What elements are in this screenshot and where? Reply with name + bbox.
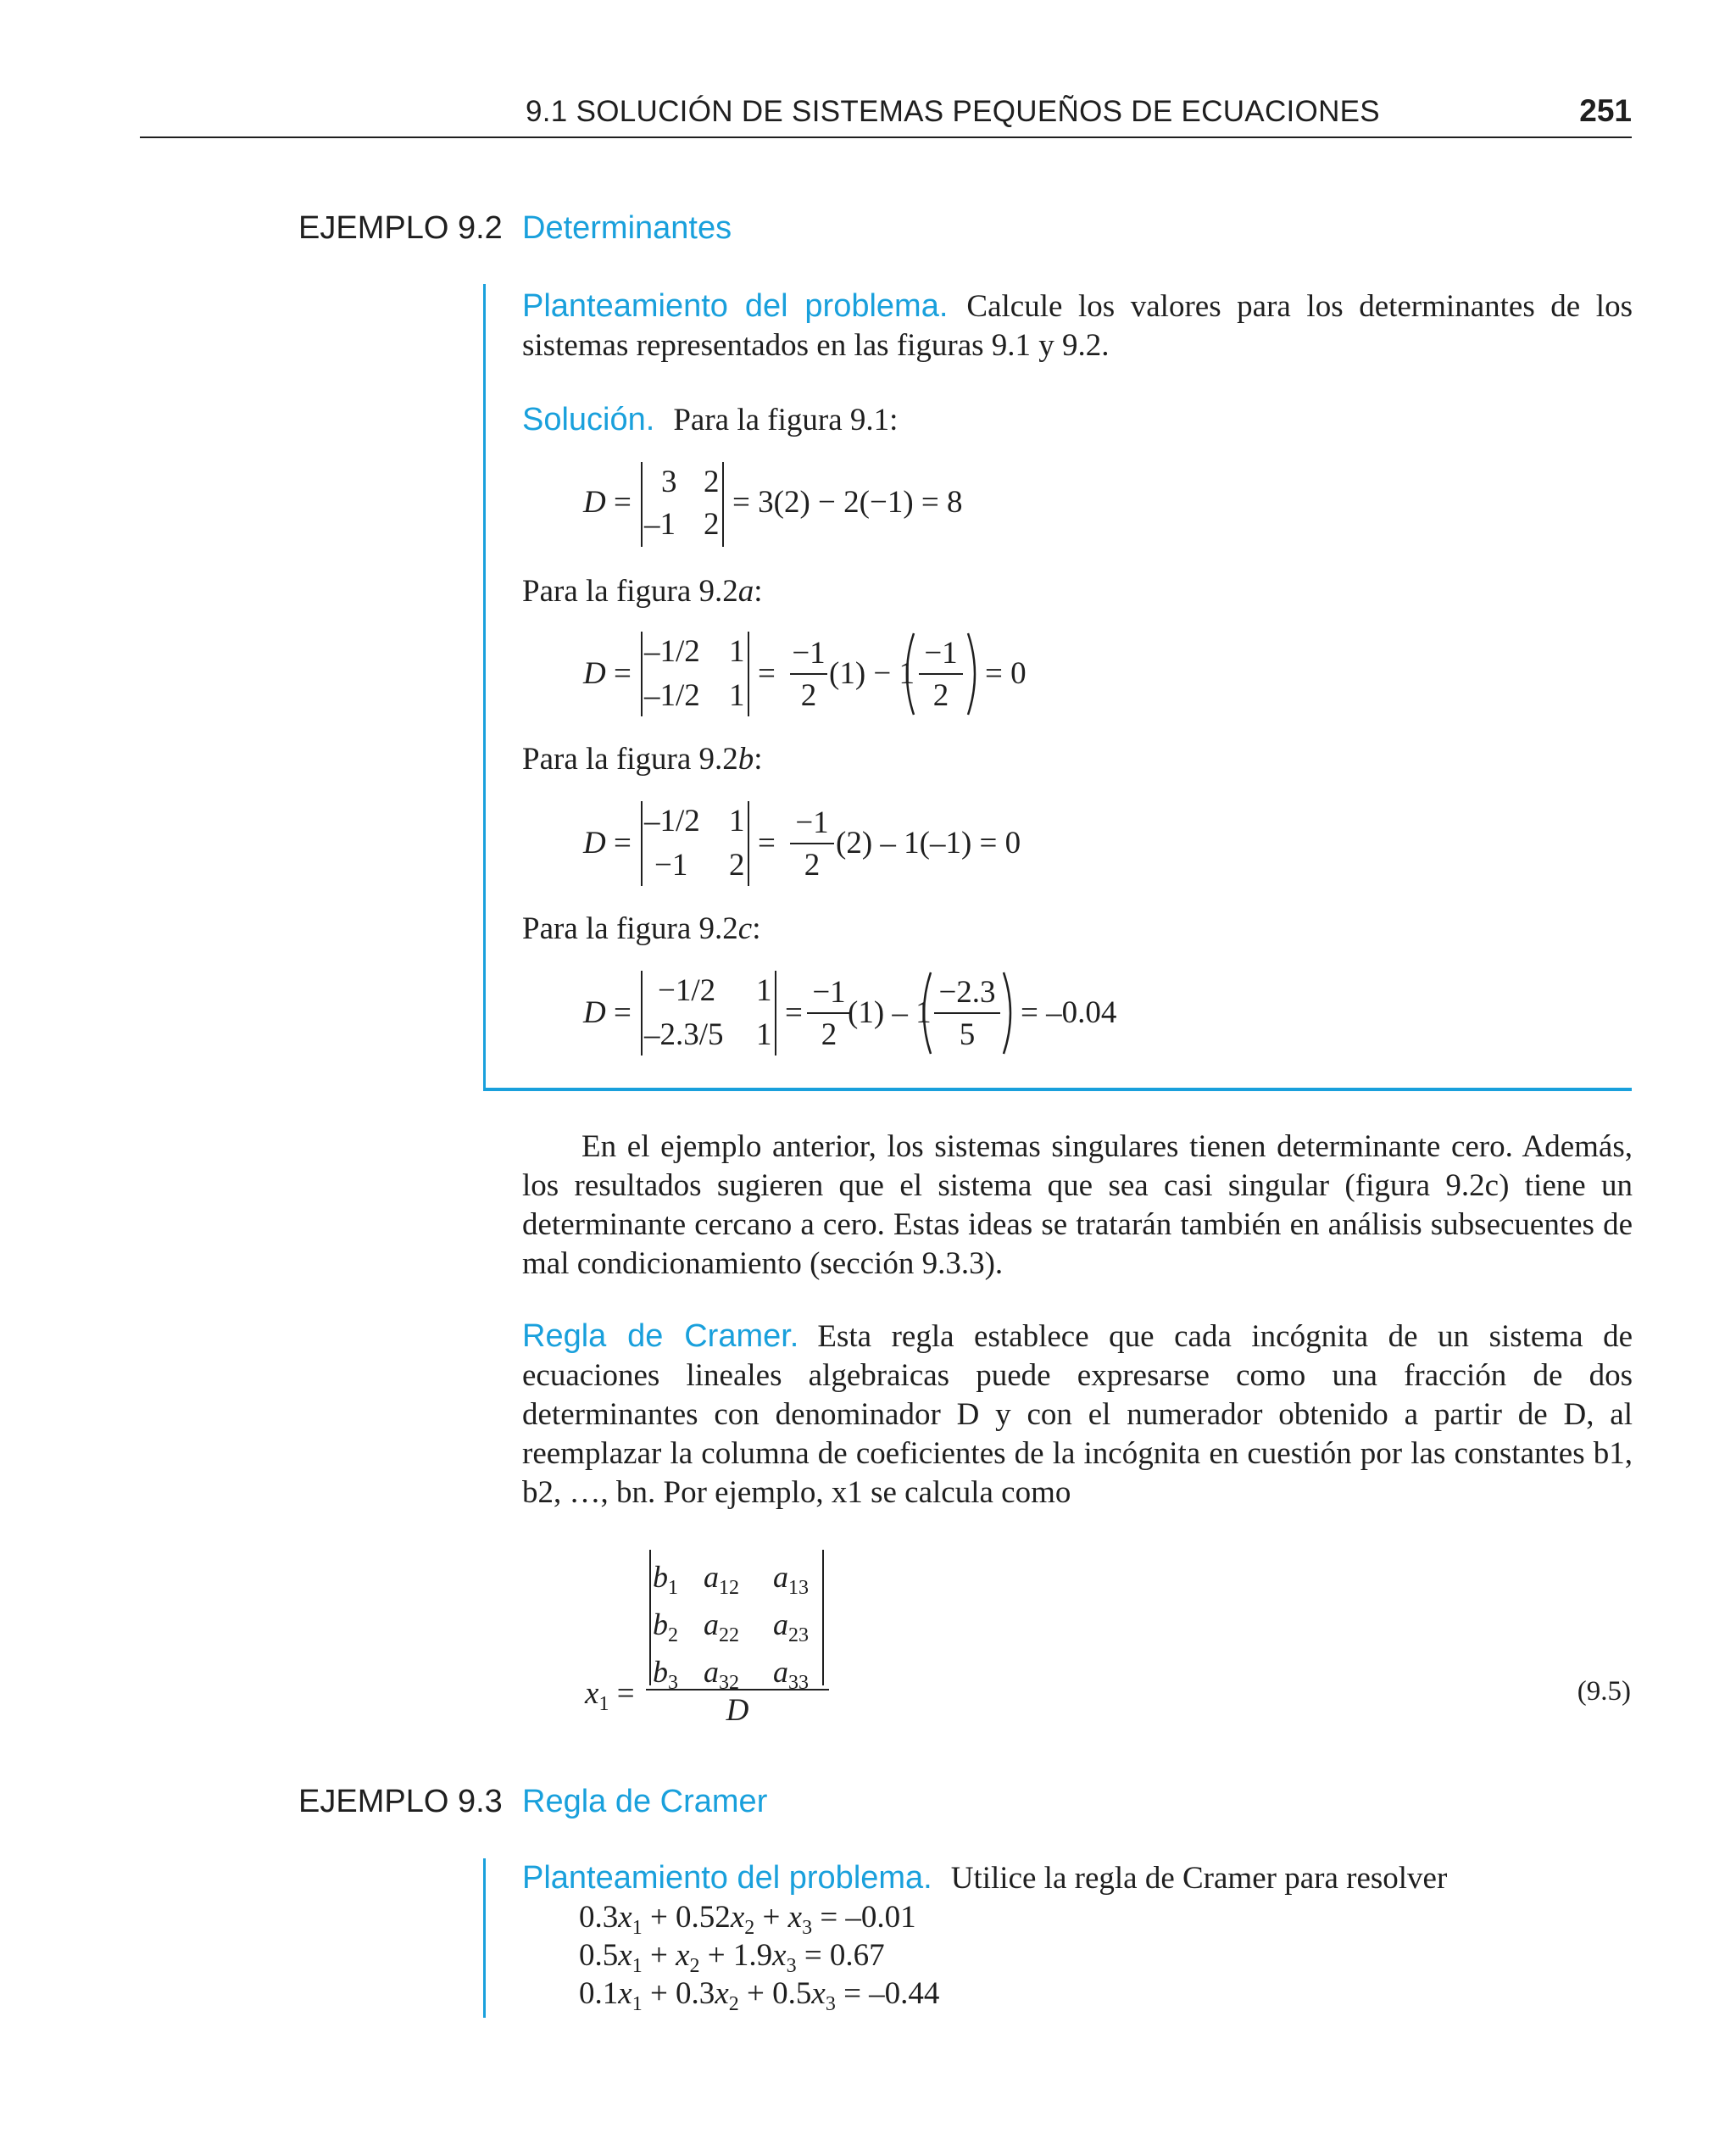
matrix-cell: 1 [756,973,772,1008]
running-head: 9.1 SOLUCIÓN DE SISTEMAS PEQUEÑOS DE ECUACIONES [526,95,1380,128]
cramer-paragraph [522,1317,1633,1512]
example-label: EJEMPLO 9.2 [298,210,503,246]
solution-line [522,402,898,438]
example-title: Determinantes [522,210,732,246]
fraction-denominator: 5 [959,1017,976,1052]
fraction-numerator: −2.3 [938,975,996,1010]
eq-sign: = [758,826,776,861]
matrix-bar-right [748,632,749,716]
matrix-cell: –1/2 [644,804,700,838]
cramer-text: Esta regla establece que cada incógnita de un sistema de ecuaciones lineales algebraicas puede expresarse como una fracción de dos determinantes con denominador D y con el numerador obtenido a partir de D, al reemplazar la columna de coeficientes de la incógnita en cuestión por las constantes b1, b2, …, bn. Por ejemplo, x1 se calcula como [522,1319,1633,1510]
fraction-numerator: −1 [812,975,846,1010]
fraction-numerator: −1 [792,636,826,671]
matrix-bar-right [822,1550,824,1685]
statement-text: Utilice la regla de Cramer para resolver [950,1861,1448,1896]
fraction-denominator: 2 [821,1017,837,1052]
page-number: 251 [1579,93,1632,128]
determinant-equation-2 [583,632,1058,716]
right-paren [1000,971,1019,1056]
matrix-body [653,1553,839,1696]
determinant-equation-1 [583,462,1092,547]
eq-lhs: D = [583,995,632,1030]
example-title: Regla de Cramer [522,1784,768,1819]
matrix-cell: 2 [729,848,745,883]
denominator: D [726,1693,749,1728]
example-side-rule [483,1858,486,2018]
matrix-cell: 2 [704,507,720,542]
fraction-bar [934,1012,1000,1014]
matrix-bar-left [641,801,643,886]
figure-c-label: Para la figura 9.2c: [522,911,761,946]
matrix-cell: 1 [729,678,745,713]
matrix-cell: –1/2 [644,634,700,669]
system-equation-2: $0.5x_1 + x_2 + 1.9x_3 = 0.67$ [579,1938,885,1977]
fraction-denominator: 2 [800,678,817,713]
fraction-bar [646,1689,829,1690]
example-label: EJEMPLO 9.3 [298,1784,503,1819]
solution-text: Para la figura 9.1: [673,403,899,437]
fraction-bar [790,843,834,844]
eq-tail: = –0.04 [1021,995,1117,1030]
matrix-cell: 1 [756,1017,772,1052]
eq-lhs: D = [583,826,632,861]
eq-tail: = 0 [985,656,1027,691]
right-paren [965,632,983,716]
example-side-rule [483,284,486,1090]
matrix-cell: −1/2 [658,973,716,1008]
eq-sign: = [758,656,776,691]
matrix-cell: –2.3/5 [644,1017,724,1052]
eq-tail: (2) – 1(–1) = 0 [836,826,1021,861]
formula-lhs: $x_1$ = [585,1676,635,1715]
matrix-cell: 1 [729,804,745,838]
fraction-numerator: −1 [924,636,958,671]
determinant-equation-3 [583,801,1058,886]
problem-statement [522,1860,1447,1897]
statement-text: Calcule los valores para los determinantes de los sistemas representados en las figuras 9.1 y 9.2. [522,289,1633,363]
matrix-bar-right [775,971,776,1056]
figure-b-label: Para la figura 9.2b: [522,742,763,777]
matrix-row: $b_3$ $a_{32}$ $a_{33}$ [653,1655,809,1694]
matrix-bar-right [748,801,749,886]
fraction-bar [790,673,827,675]
left-paren [899,632,917,716]
statement-lead: Planteamiento del problema. [522,1860,932,1896]
fraction-numerator: −1 [795,805,829,840]
cramer-formula [583,1550,854,1736]
eq-sign: = [785,995,803,1030]
matrix-row: $b_2$ $a_{22}$ $a_{23}$ [653,1607,809,1646]
problem-statement [522,287,1633,365]
matrix-cell: −1 [654,848,688,883]
eq-middle: (1) – 1 [848,995,932,1030]
matrix-cell: 1 [729,634,745,669]
example-bottom-rule [483,1088,1632,1091]
matrix-bar-left [649,1550,651,1685]
body-paragraph: En el ejemplo anterior, los sistemas singulares tienen determinante cero. Además, los resultados sugieren que el sistema que sea casi singular (figura 9.2c) tiene un determinante cercano a cero. Estas ideas se tratarán también en análisis subsecuentes de mal condicionamiento (sección 9.3.3). [522,1129,1633,1281]
determinant-equation-4 [583,971,1126,1056]
matrix-cell: 3 [661,465,677,499]
eq-lhs: D = [583,656,632,691]
matrix-bar-left [641,632,643,716]
matrix-cell: –1/2 [644,678,700,713]
fraction-denominator: 2 [932,678,949,713]
figure-a-label: Para la figura 9.2a: [522,574,763,609]
system-equation-3: $0.1x_1 + 0.3x_2 + 0.5x_3 = -0.44$ [579,1976,940,2015]
matrix-bar-left [641,971,643,1056]
header-rule [140,136,1632,138]
matrix-bar-right [722,462,727,547]
left-paren [915,971,934,1056]
solution-lead: Solución. [522,402,655,437]
fraction-denominator: 2 [804,848,821,883]
statement-lead: Planteamiento del problema. [522,288,949,324]
eq-rhs: = 3(2) − 2(−1) = 8 [732,485,963,520]
matrix-cell: –1 [644,507,676,542]
eq-lhs: D = [583,485,632,520]
equation-number: (9.5) [1577,1676,1631,1707]
fraction-bar [807,1012,851,1014]
cramer-lead: Regla de Cramer. [522,1318,799,1354]
matrix-cell: 2 [704,465,720,499]
eq-middle: (1) − 1 [829,656,915,691]
system-equation-1: $0.3x_1 + 0.52x_2 + x_3 = -0.01$ [579,1900,916,1939]
fraction-bar [919,673,963,675]
matrix-row: $b_1$ $a_{12}$ $a_{13}$ [653,1560,809,1599]
